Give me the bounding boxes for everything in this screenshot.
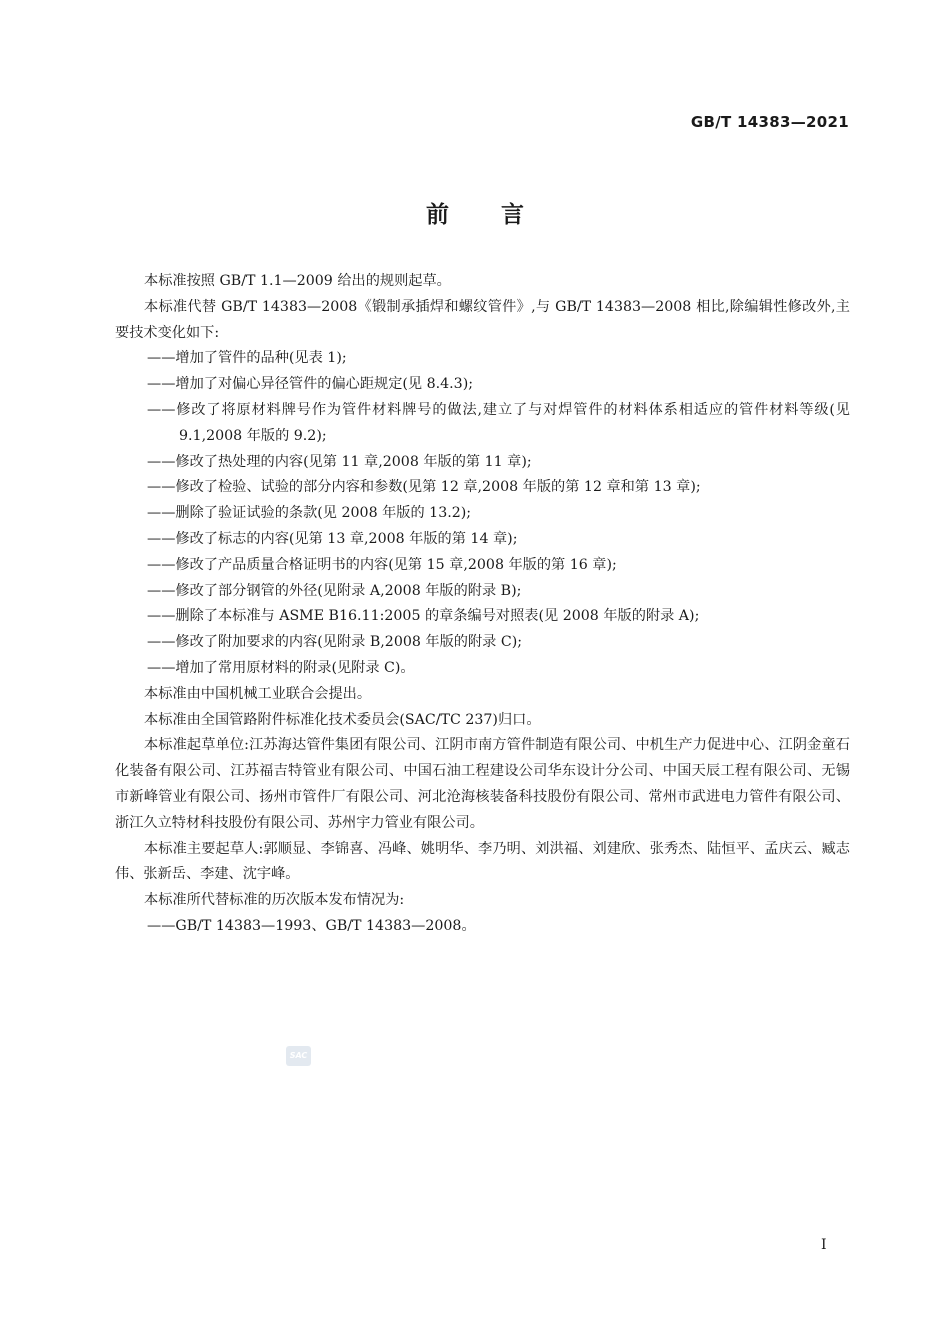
page-number: I <box>821 1237 827 1253</box>
paragraph: 本标准主要起草人:郭顺显、李锦喜、冯峰、姚明华、李乃明、刘洪福、刘建欣、张秀杰、陆恒平、孟庆云、臧志伟、张新岳、李建、沈宇峰。 <box>115 840 850 883</box>
list-item: ——GB/T 14383—1993、GB/T 14383—2008。 <box>147 917 476 934</box>
paragraph: 本标准代替 GB/T 14383—2008《锻制承插焊和螺纹管件》,与 GB/T 14383—2008 相比,除编辑性修改外,主要技术变化如下: <box>115 298 850 341</box>
standard-code: GB/T 14383—2021 <box>690 113 849 131</box>
paragraph: 本标准由中国机械工业联合会提出。 <box>144 685 372 702</box>
list-item: ——修改了将原材料牌号作为管件材料牌号的做法,建立了与对焊管件的材料体系相适应的管件材料等级(见 9.1,2008 年版的 9.2); <box>147 401 850 444</box>
list-item: ——删除了本标准与 ASME B16.11:2005 的章条编号对照表(见 2008 年版的附录 A); <box>147 608 700 625</box>
page-title: 前言 <box>426 202 576 228</box>
paragraph: 本标准按照 GB/T 1.1—2009 给出的规则起草。 <box>144 273 451 289</box>
list-item: ——增加了对偏心异径管件的偏心距规定(见 8.4.3); <box>147 376 474 393</box>
list-item: ——修改了热处理的内容(见第 11 章,2008 年版的第 11 章); <box>147 453 532 470</box>
foreword-body <box>115 269 850 940</box>
list-item: ——修改了附加要求的内容(见附录 B,2008 年版的附录 C); <box>147 634 523 651</box>
list-item: ——增加了常用原材料的附录(见附录 C)。 <box>147 659 415 676</box>
sac-watermark-logo: SAC <box>286 1046 311 1066</box>
list-item: ——删除了验证试验的条款(见 2008 年版的 13.2); <box>147 505 472 522</box>
list-item: ——增加了管件的品种(见表 1); <box>147 350 347 367</box>
paragraph: 本标准由全国管路附件标准化技术委员会(SAC/TC 237)归口。 <box>144 711 541 728</box>
paragraph: 本标准起草单位:江苏海达管件集团有限公司、江阴市南方管件制造有限公司、中机生产力促进中心、江阴金童石化装备有限公司、江苏福吉特管业有限公司、中国石油工程建设公司华东设计分公司、中国天辰工程有限公司、无锡市新峰管业有限公司、扬州市管件厂有限公司、河北沧海核装备科技股份有限公司、常州市武进电力管件有限公司、浙江久立特材科技股份有限公司、苏州宇力管业有限公司。 <box>115 737 850 831</box>
list-item: ——修改了检验、试验的部分内容和参数(见第 12 章,2008 年版的第 12 章和第 13 章); <box>147 479 701 496</box>
list-item: ——修改了产品质量合格证明书的内容(见第 15 章,2008 年版的第 16 章); <box>147 556 617 573</box>
list-item: ——修改了部分钢管的外径(见附录 A,2008 年版的附录 B); <box>147 582 522 599</box>
list-item: ——修改了标志的内容(见第 13 章,2008 年版的第 14 章); <box>147 530 518 547</box>
paragraph: 本标准所代替标准的历次版本发布情况为: <box>144 892 405 909</box>
